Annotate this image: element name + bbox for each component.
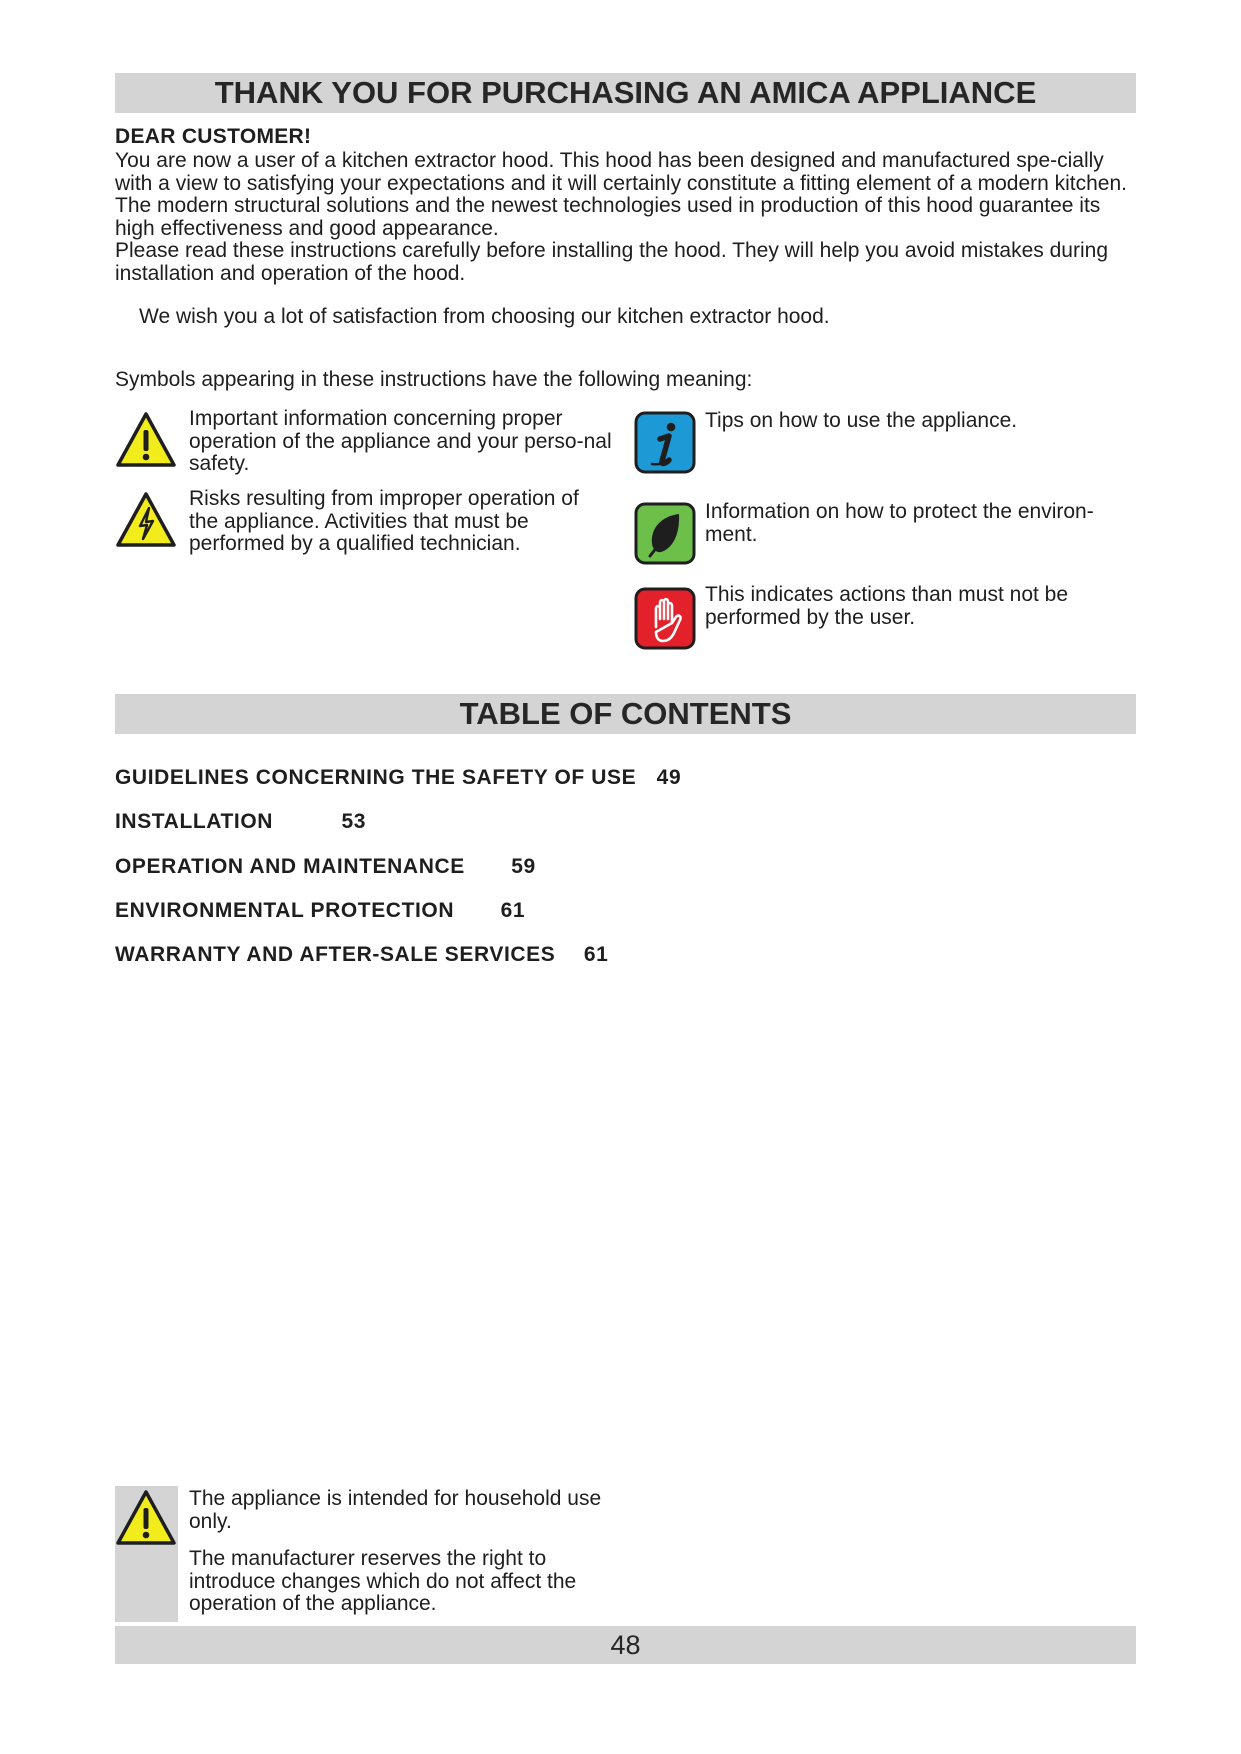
toc-item-page: 61	[583, 943, 609, 966]
info-icon	[634, 411, 696, 474]
toc-item[interactable]	[115, 943, 608, 967]
warning-icon	[114, 410, 178, 470]
household-use-note: The appliance is intended for household use only.	[189, 1487, 602, 1533]
leaf-icon	[634, 502, 696, 565]
manufacturer-rights-note: The manufacturer reserves the right to introduce changes which do not affect the operation of the appliance.	[189, 1547, 577, 1615]
page-title: THANK YOU FOR PURCHASING AN AMICA APPLIANCE	[115, 73, 1136, 113]
intro-paragraph-2: Please read these instructions carefully before installing the hood. They will help you avoid mistakes during installation and operation of the hood.	[115, 239, 1108, 285]
toc-item-label: ENVIRONMENTAL PROTECTION	[115, 899, 455, 922]
toc-item[interactable]	[115, 810, 366, 834]
toc-item-page: 49	[656, 766, 682, 789]
toc-item-label: OPERATION AND MAINTENANCE	[115, 855, 465, 878]
toc-item-label: WARRANTY AND AFTER-SALE SERVICES	[115, 943, 556, 966]
warning-icon	[114, 1488, 178, 1548]
toc-item[interactable]	[115, 855, 536, 879]
toc-item-label: INSTALLATION	[115, 810, 274, 833]
toc-item-page: 53	[341, 810, 367, 833]
toc-title: TABLE OF CONTENTS	[115, 694, 1136, 734]
greeting: DEAR CUSTOMER!	[115, 125, 312, 148]
intro-paragraph-1: You are now a user of a kitchen extractor hood. This hood has been designed and manufactured spe-cially with a view to satisfying your expectations and it will certainly constitute a fitting element of a modern kitchen. The modern structural solutions and the newest technologies used in production of this hood guarantee its high effectiveness and good appearance.	[115, 149, 1127, 240]
electric-hazard-description: Risks resulting from improper operation of the appliance. Activities that must be performed by a qualified technician.	[189, 487, 579, 555]
toc-item-page: 61	[500, 899, 526, 922]
toc-item[interactable]	[115, 899, 525, 923]
toc-item[interactable]	[115, 766, 681, 790]
footer-notes	[189, 1488, 609, 1631]
environment-description: Information on how to protect the environ-ment.	[705, 500, 1094, 546]
symbols-intro: Symbols appearing in these instructions have the following meaning:	[115, 368, 753, 391]
prohibited-description: This indicates actions than must not be performed by the user.	[705, 583, 1069, 629]
intro-text	[115, 150, 1145, 285]
toc-item-label: GUIDELINES CONCERNING THE SAFETY OF USE	[115, 766, 637, 789]
wish-text: We wish you a lot of satisfaction from choosing our kitchen extractor hood.	[139, 305, 830, 328]
toc-item-page: 59	[511, 855, 536, 878]
electric-hazard-icon	[114, 490, 178, 550]
warning-description: Important information concerning proper operation of the appliance and your perso-nal safety.	[189, 407, 612, 475]
page-number: 48	[115, 1626, 1136, 1664]
hand-stop-icon	[634, 587, 696, 650]
info-description: Tips on how to use the appliance.	[705, 409, 1018, 432]
